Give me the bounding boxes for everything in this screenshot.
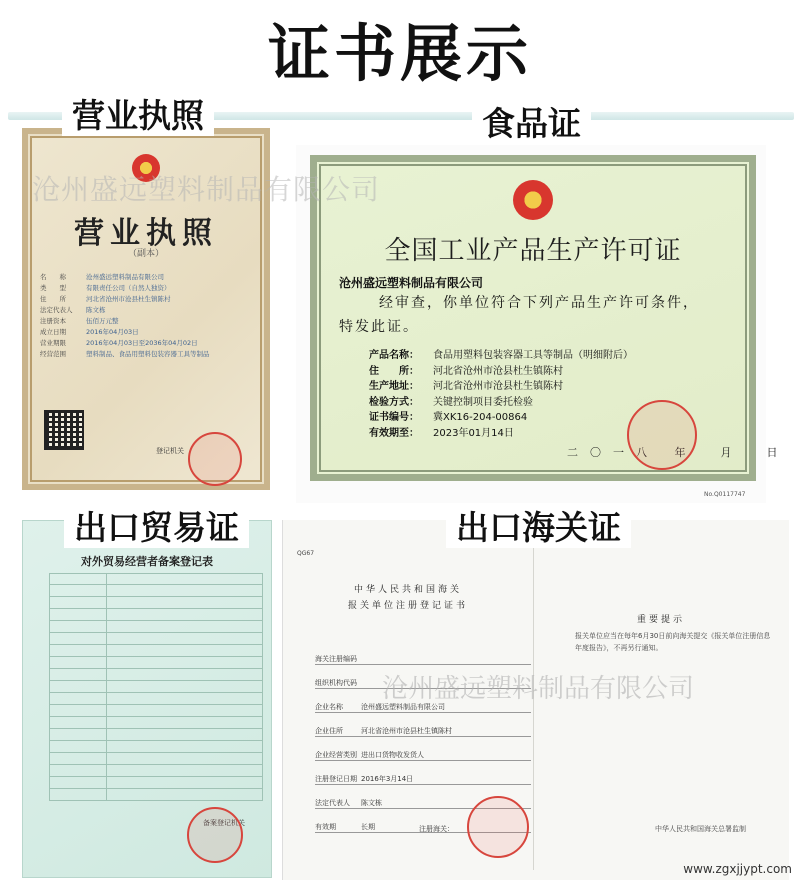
food-row-key: 住 所： [369, 365, 419, 377]
registration-org-label: 登记机关 [156, 447, 184, 455]
food-row-key: 证书编号： [369, 412, 419, 423]
food-row-value: 2023年01月14日 [433, 427, 514, 439]
license-row-key: 法定代表人 [40, 306, 73, 314]
red-seal-icon [627, 400, 697, 470]
license-row [40, 316, 255, 327]
license-row [40, 283, 255, 294]
label-food-license: 食品证 [472, 104, 591, 144]
customs-row-value: 沧州盛远塑料制品有限公司 [361, 703, 445, 711]
label-export-customs: 出口海关证 [446, 508, 631, 548]
food-row-value: 冀XK16-204-00864 [433, 412, 528, 423]
customs-row-value: 河北省沧州市沧县杜生镇陈村 [361, 727, 452, 735]
customs-subheading: 报关单位注册登记证书 [347, 601, 468, 611]
watermark-top: 沧州盛远塑料制品有限公司 [32, 173, 381, 206]
customs-row-key: 企业名称 [315, 703, 343, 711]
export-trade-stamp-label: 备案登记机关 [203, 819, 245, 827]
customs-form-code: QG67 [297, 550, 315, 557]
license-row [40, 349, 255, 360]
food-license-serial: No.Q0117747 [704, 491, 746, 498]
license-row-value: 沧州盛远塑料制品有限公司 [86, 273, 164, 281]
license-row-key: 注册资本 [40, 317, 66, 325]
customs-row-key: 法定代表人 [315, 799, 350, 807]
site-url: www.zgxjjypt.com [683, 862, 792, 876]
page-title: 证书展示 [267, 17, 532, 90]
food-row-value: 食品用塑料包装容器工具等制品（明细附后） [433, 350, 633, 361]
license-row-key: 类 型 [40, 284, 66, 292]
business-license-subtitle: （副本） [127, 249, 164, 259]
food-license-company: 沧州盛远塑料制品有限公司 [339, 276, 484, 290]
food-row [369, 379, 739, 395]
license-row-value: 有限责任公司（自然人独资） [86, 284, 171, 292]
license-row-value: 伍佰万元整 [86, 317, 119, 325]
label-export-trade: 出口贸易证 [64, 508, 249, 548]
food-row-value: 关键控制项目委托检验 [433, 396, 533, 408]
license-row-key: 成立日期 [40, 328, 66, 336]
food-license-issue-date: 二〇一八 年 月 日 [567, 446, 790, 459]
customs-heading: 中华人民共和国海关 [353, 585, 462, 595]
customs-notice-title: 重要提示 [636, 615, 685, 625]
business-license-fields [40, 272, 255, 360]
red-seal-icon [187, 807, 243, 863]
food-row [369, 348, 739, 364]
license-row-value: 陈文栋 [86, 306, 106, 314]
food-row-value: 河北省沧州市沧县杜生镇陈村 [433, 365, 563, 377]
customs-row [315, 750, 531, 761]
customs-row-key: 海关注册编码 [315, 655, 357, 663]
customs-row-value: 长期 [361, 823, 375, 831]
customs-row [315, 654, 531, 665]
license-row-key: 经营范围 [40, 350, 66, 358]
food-row-key: 有效期至： [369, 427, 419, 439]
national-emblem-icon [513, 180, 553, 220]
export-trade-title: 对外贸易经营者备案登记表 [81, 555, 213, 568]
license-row [40, 305, 255, 316]
food-row-key: 检验方式： [369, 396, 419, 408]
license-row [40, 272, 255, 283]
customs-registration-label: 注册海关： [419, 825, 454, 833]
export-trade-table [49, 573, 263, 801]
license-row-key: 营业期限 [40, 339, 66, 347]
customs-row [315, 726, 531, 737]
license-row [40, 338, 255, 349]
food-row-key: 生产地址： [369, 381, 419, 392]
customs-row-key: 注册登记日期 [315, 775, 357, 783]
customs-row-key: 有效期 [315, 823, 336, 831]
business-license-title: 营业执照 [74, 216, 218, 251]
license-row-key: 住 所 [40, 295, 66, 303]
customs-footer: 中华人民共和国海关总署监制 [655, 825, 746, 833]
watermark-bottom: 沧州盛远塑料制品有限公司 [382, 674, 695, 704]
license-row [40, 294, 255, 305]
license-row-value: 河北省沧州市沧县杜生镇陈村 [86, 295, 171, 303]
license-row [40, 327, 255, 338]
red-seal-icon [467, 796, 529, 858]
customs-row-key: 组织机构代码 [315, 679, 357, 687]
customs-row-key: 企业经营类别 [315, 751, 357, 759]
customs-notice-text: 报关单位应当在每年6月30日前向海关提交《报关单位注册信息年度报告》，不再另行通知。 [575, 632, 771, 652]
customs-row-value: 2016年3月14日 [361, 775, 414, 783]
license-row-key: 名 称 [40, 273, 66, 281]
license-row-value: 塑料制品、食品用塑料包装容器工具等制品 [86, 350, 210, 358]
food-license-title: 全国工业产品生产许可证 [384, 236, 682, 266]
food-license-review-line2: 特发此证。 [339, 319, 419, 335]
export-trade-image [22, 520, 272, 878]
food-row-key: 产品名称： [369, 350, 419, 361]
license-row-value: 2016年04月03日至2036年04月02日 [86, 339, 198, 347]
food-license-review-line1: 经审查，你单位符合下列产品生产许可条件， [379, 295, 699, 311]
license-row-value: 2016年04月03日 [86, 328, 139, 336]
customs-row-key: 企业住所 [315, 727, 343, 735]
customs-row [315, 774, 531, 785]
customs-row-value: 进出口货物收发货人 [361, 751, 424, 759]
red-seal-icon [188, 432, 242, 486]
customs-row-value: 陈文栋 [361, 799, 382, 807]
qr-code-icon [44, 410, 84, 450]
customs-row-value [361, 654, 531, 664]
label-business-license: 营业执照 [62, 96, 214, 136]
food-row-value: 河北省沧州市沧县杜生镇陈村 [433, 381, 563, 392]
food-row [369, 364, 739, 380]
